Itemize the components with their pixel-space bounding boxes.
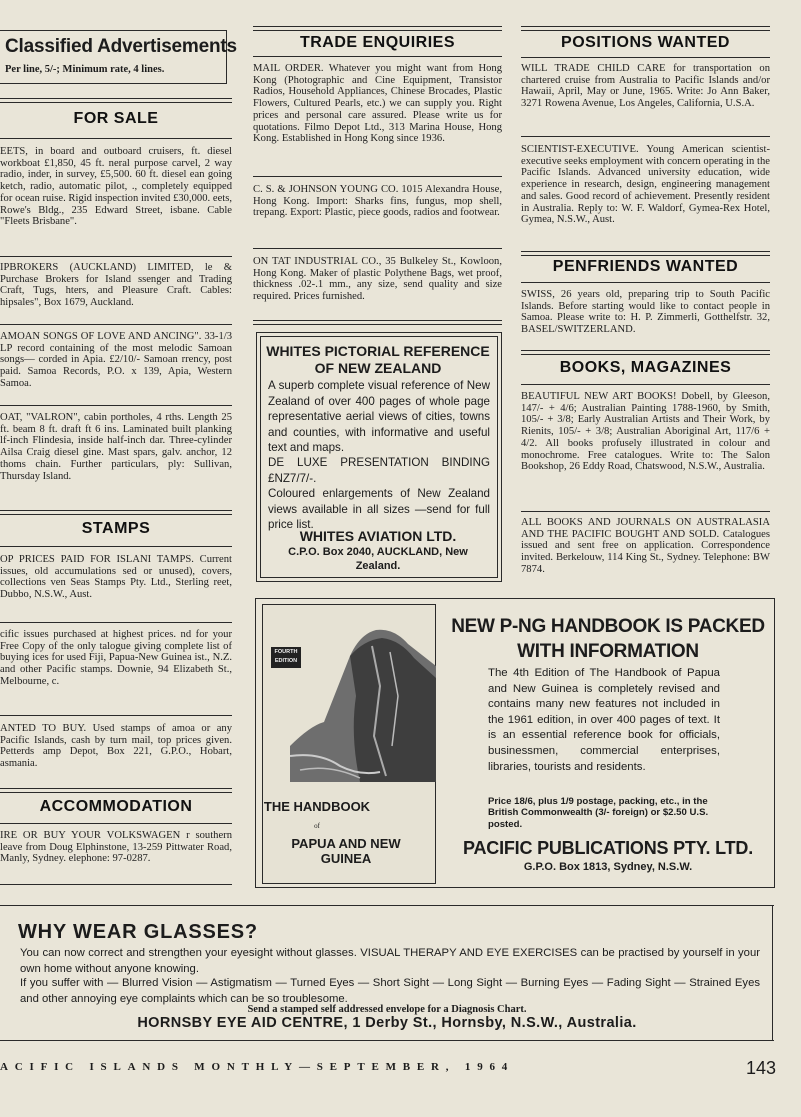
divider [0,256,232,257]
penfriends-item-swiss: SWISS, 26 years old, preparing trip to South Pacific Islands. Before starting would like to contact people in Samoa. Please write to: H. P. Zimmerli, Gotthelfstr. 32, BASEL/SWITZERLAND. [521,289,770,336]
accommodation-top-rule [0,788,232,793]
positions-wanted-heading: POSITIONS WANTED [561,34,730,51]
books-magazines-heading: BOOKS, MAGAZINES [559,359,732,376]
whites-ad-body-enlargements: Coloured enlargements of New Zealand views available in all sizes —send for full price list. [268,487,490,531]
divider [0,884,232,885]
positions-top-rule [521,26,770,31]
png-cover-illustration [290,626,436,782]
divider [253,176,502,177]
glasses-ad-envelope-note: Send a stamped self addressed envelope for a Diagnosis Chart. [247,1004,527,1015]
classified-title: Classified Advertisements [5,36,237,57]
glasses-ad-body-symptoms: If you suffer with — Blurred Vision — Astigmatism — Turned Eyes — Short Sight — Long Sight — Burning Eyes — Fading Sight — Strained Eyes and other annoying eye complaints which can be so troublesome. [20,977,760,1005]
trade-enquiries-heading: TRADE ENQUIRIES [299,34,456,51]
for-sale-item-boat-valron: OAT, "VALRON", cabin portholes, 4 rths. Length 25 ft. beam 8 ft. draft ft 6 ins. Laminated built planking lf-inch Flindesia, inside half-inch dar. Three-cylinder Ailsa Craig diesel gine. Mast spars, galv. anchor, 12 thoms chain. Further particulars, ply: Sullivan, Thursday Island. [0,412,232,482]
books-top-rule [521,350,770,355]
stamps-item-wanted-to-buy: ANTED TO BUY. Used stamps of amoa or any Pacific Islands, cash by turn mail, top prices given. Petterds amp Depot, Box 221, G.P.O., Hobart, asmania. [0,723,232,770]
divider [253,320,502,325]
png-ad-company: PACIFIC PUBLICATIONS PTY. LTD. [463,838,753,858]
stamps-item-top-prices: OP PRICES PAID FOR ISLANI TAMPS. Current issues, old accumulations sed or unused), covers, collections ven Seas Stamps Pty. Ltd., Sterling reet, Dubbo, N.S.W., Aust. [0,554,232,601]
png-cover-edition-badge: FOURTH EDITION [271,647,301,668]
trade-top-rule [253,26,502,31]
classified-rate: Per line, 5/-; Minimum rate, 4 lines. [5,64,165,75]
png-cover-title-line-2: PAPUA AND NEW GUINEA [291,836,401,866]
glasses-ad-top-rule [0,905,774,906]
whites-ad-body-price: DE LUXE PRESENTATION BINDING £NZ7/7/-. [268,456,490,485]
penfriends-heading: PENFRIENDS WANTED [552,258,739,275]
stamps-top-rule [0,510,232,515]
penfriends-bottom-rule [521,282,770,283]
divider [0,622,232,623]
whites-ad-address: C.P.O. Box 2040, AUCKLAND, New Zealand. [288,546,468,572]
accommodation-bottom-rule [0,823,232,824]
for-sale-heading: FOR SALE [73,110,159,127]
books-item-berkelouw: ALL BOOKS AND JOURNALS ON AUSTRALASIA AND THE PACIFIC BOUGHT AND SOLD. Catalogues issued and sent free on application. Correspondence invited. Berkelouw, 114 King St., Sydney. Telephone: BW 7874. [521,517,770,575]
divider [0,324,232,325]
glasses-ad-bottom-rule [0,1040,774,1041]
for-sale-item-samoan-songs: AMOAN SONGS OF LOVE AND ANCING". 33-1/3 LP record containing of the most melodic Samoan songs— corded in Apia. £2/10/- Samoan rrency, post paid. Samoa Records, P.O. x 139, Apia, Western Samoa. [0,331,232,389]
divider [521,511,770,512]
divider [0,405,232,406]
running-footer-title: ACIFIC ISLANDS MONTHLY—SEPTEMBER, 1964 [0,1061,515,1073]
books-bottom-rule [521,384,770,385]
for-sale-bottom-rule [0,138,232,139]
divider [0,715,232,716]
positions-item-scientist: SCIENTIST-EXECUTIVE. Young American scientist-executive seeks employment with concern operating in the Pacific Islands. Advanced university education, wide experience in research, design, engineering management and sales. Good record of achievement. Presently resident in Australia. Reply to: W. F. Waldorf, Gymea-Rex Hotel, Gymea, N.S.W., Aust. [521,144,770,226]
whites-ad-title: WHITES PICTORIAL REFERENCE OF NEW ZEALAND [266,343,490,376]
glasses-ad-company: HORNSBY EYE AID CENTRE, 1 Derby St., Hornsby, N.S.W., Australia. [137,1015,637,1031]
png-cover-title-of: of [314,822,320,830]
divider [253,248,502,249]
png-ad-body: The 4th Edition of The Handbook of Papua and New Guinea is completely revised and contains many new features not included in the 1961 edition, in over 400 pages of text. It is an essential reference book for officials, businessmen, commercial enterprises, libraries, tourists and residents. [488,667,720,773]
page-number: 143 [746,1058,777,1078]
divider [521,136,770,137]
png-ad-price: Price 18/6, plus 1/9 postage, packing, etc., in the British Commonwealth (3/- foreign) or $2.50 U.S. posted. [488,796,709,830]
stamps-heading: STAMPS [81,520,151,537]
accommodation-item-volkswagen: IRE OR BUY YOUR VOLKSWAGEN r southern leave from Doug Elphinstone, 13-259 Pittwater Road, Manly, Sydney. elephone: 97-0287. [0,830,232,865]
for-sale-top-rule [0,98,232,103]
books-item-art-books: BEAUTIFUL NEW ART BOOKS! Dobell, by Gleeson, 147/- + 4/6; Australian Painting 1788-1960, by Smith, 105/- + 3/8; Early Australian Artists and Their Work, by Rienits, 105/- + 3/8; Australian Aboriginal Art, 117/6 + 4/2. All books profusely illustrated in colour and monochrome. Free catalogues. Write to: The Salon Bookshop, 26 Eddy Road, Chatswood, N.S.W., Australia. [521,391,770,473]
glasses-ad-headline: WHY WEAR GLASSES? [18,921,258,943]
penfriends-top-rule [521,251,770,256]
trade-item-on-tat: ON TAT INDUSTRIAL CO., 35 Bulkeley St., Kowloon, Hong Kong. Maker of plastic Polythene Bags, wet proof, thickness .02-.1 mm., any size, send quality and size required. Prices furnished. [253,256,502,303]
whites-ad-company: WHITES AVIATION LTD. [299,528,457,544]
glasses-ad-body-intro: You can now correct and strengthen your eyesight without glasses. VISUAL THERAPY AND EYE EXERCISES can be practised by yourself in your own home without anyone knowing. [20,947,760,975]
whites-ad-body-description: A superb complete visual reference of New Zealand of over 400 pages of whole page representative aerial views of cities, towns and counties, with informative and useful text and maps. [268,379,490,454]
stamps-item-pacific-issues: cific issues purchased at highest prices. nd for your Free Copy of the only talogue giving complete list of buying ices for used Fiji, Papua-New Guinea ist., N.Z. and other Pacific stamps. Downie, 94 Elizabeth St., Melbourne, c. [0,629,232,687]
for-sale-item-fleets: EETS, in board and outboard cruisers, ft. diesel workboat £1,850, 45 ft. neral purpose carvel, 2 way radio, inder, in survey, £5,500. 60 ft. diesel ean going ketch, radio, automatic pilot, ., completely equipped for ocean ruise. Rigid inspection invited £30,000. eets, Rowe's Bldg., 235 Edward Street, isbane. Cable "Fleets Brisbane". [0,146,232,228]
trade-item-mail-order: MAIL ORDER. Whatever you might want from Hong Kong (Photographic and Cine Equipment, Transistor Radios, Household Appliances, Chinese Brocades, Plastic Flowers, Cultured Pearls, etc.) we can supply you. Right prices and personal care assured. Please write us for quotations. Filmo Depot Ltd., 313 Marina House, Hong Kong. Established in Hong Kong since 1936. [253,63,502,145]
positions-item-child-care: WILL TRADE CHILD CARE for transportation on chartered cruise from Australia to Pacific Islands and/or Hawaii, April, May or June, 1965. Write: Jo Ann Baker, 3271 Rowena Avenue, Los Angeles, California, U.S.A. [521,63,770,110]
trade-bottom-rule [253,56,502,57]
trade-item-johnson-young: C. S. & JOHNSON YOUNG CO. 1015 Alexandra House, Hong Kong. Import: Sharks fins, fungus, mop shell, trepang. Export: Plastic, piece goods, radios and footwear. [253,184,502,219]
accommodation-heading: ACCOMMODATION [39,798,193,815]
png-cover-title-line-1: THE HANDBOOK [263,799,371,814]
positions-bottom-rule [521,57,770,58]
for-sale-item-shipbrokers: IPBROKERS (AUCKLAND) LIMITED, le & Purchase Brokers for Island ssenger and Trading Craft, Tugs, hters, and Pleasure Craft. Cables: hipsales", Box 1679, Auckland. [0,262,232,309]
png-ad-address: G.P.O. Box 1813, Sydney, N.S.W. [523,861,693,873]
coastal-rock-illustration [290,626,436,782]
stamps-bottom-rule [0,546,232,547]
png-ad-headline: NEW P-NG HANDBOOK IS PACKED WITH INFORMATION [451,616,765,662]
